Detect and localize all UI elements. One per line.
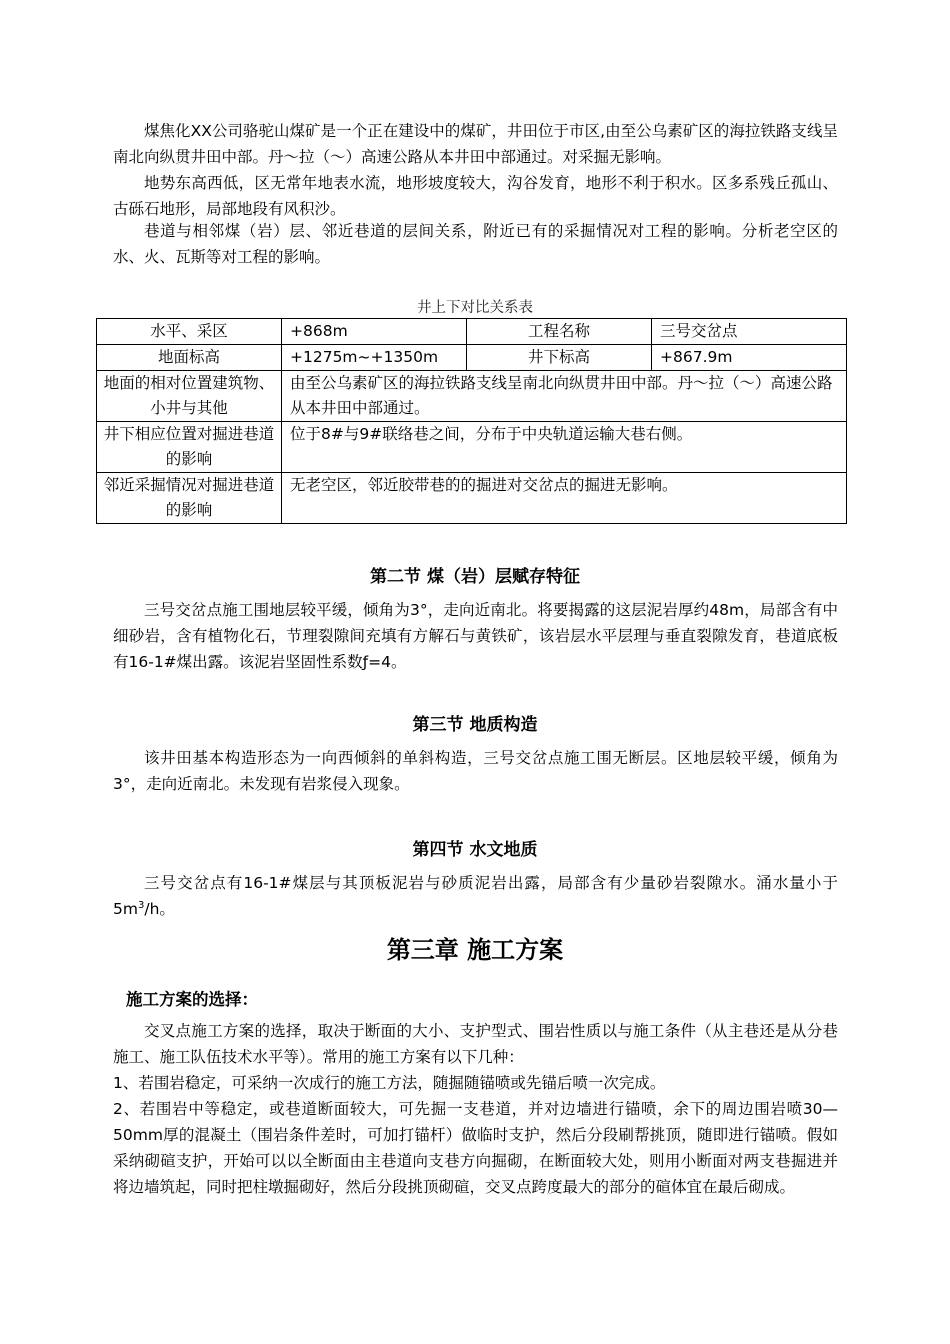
table-cell: 邻近采掘情况对掘进巷道的影响 [97, 473, 282, 524]
table-cell: 无老空区，邻近胶带巷的的掘进对交岔点的掘进无影响。 [282, 473, 847, 524]
table-caption: 井上下对比关系表 [417, 300, 533, 316]
section-2-heading: 第二节 煤（岩）层赋存特征 [370, 567, 580, 587]
table-cell: 井下相应位置对掘进巷道的影响 [97, 422, 282, 473]
table-row [97, 319, 847, 345]
section-3-paragraph: 该井田基本构造形态为一向西倾斜的单斜构造，三号交岔点施工围无断层。区地层较平缓，倾角为3°，走向近南北。未发现有岩浆侵入现象。 [113, 749, 838, 793]
table-cell: 工程名称 [467, 319, 652, 345]
table-row [97, 345, 847, 371]
table-cell: 地面标高 [97, 345, 282, 371]
section-4-text: 三号交岔点有16-1#煤层与其顶板泥岩与砂质泥岩出露，局部含有少量砂岩裂隙水。涌水量小于5m [113, 874, 838, 918]
intro-paragraph-2: 地势东高西低，区无常年地表水流，地形坡度较大，沟谷发育，地形不利于积水。区多系残丘孤山、古砾石地形，局部地段有风积沙。 [113, 174, 838, 218]
table-cell: +1275m~+1350m [282, 345, 467, 371]
section-4-text-end: /h。 [144, 900, 175, 918]
comparison-table [96, 318, 847, 524]
section-3-heading: 第三节 地质构造 [412, 715, 538, 735]
chapter-3-subheading: 施工方案的选择： [126, 990, 258, 1009]
table-row [97, 422, 847, 473]
superscript: 3 [137, 899, 145, 911]
section-4-heading: 第四节 水文地质 [412, 840, 538, 860]
table-cell: 由至公乌素矿区的海拉铁路支线呈南北向纵贯井田中部。丹～拉（～）高速公路从本井田中部通过。 [282, 371, 847, 422]
intro-paragraph-1: 煤焦化XX公司骆驼山煤矿是一个正在建设中的煤矿，井田位于市区,由至公乌素矿区的海拉铁路支线呈南北向纵贯井田中部。丹～拉（～）高速公路从本井田中部通过。对采掘无影响。 [113, 122, 838, 166]
section-2-paragraph: 三号交岔点施工围地层较平缓，倾角为3°，走向近南北。将要揭露的这层泥岩厚约48m，局部含有中细砂岩，含有植物化石，节理裂隙间充填有方解石与黄铁矿，该岩层水平层理与垂直裂隙发育，巷道底板有16-1#煤出露。该泥岩坚固性系数ƒ=4。 [113, 601, 838, 671]
table-cell: 位于8#与9#联络巷之间，分布于中央轨道运输大巷右侧。 [282, 422, 847, 473]
table-row [97, 473, 847, 524]
table-cell: +868m [282, 319, 467, 345]
chapter-3-item-2: 2、若围岩中等稳定，或巷道断面较大，可先掘一支巷道，并对边墙进行锚喷，余下的周边围岩喷30—50mm厚的混凝土（围岩条件差时，可加打锚杆）做临时支护，然后分段刷帮挑顶，随即进行锚喷。假如采纳砌碹支护，开始可以以全断面由主巷道向支巷方向掘砌，在断面较大处，则用小断面对两支巷掘进并将边墙筑起，同时把柱墩掘砌好，然后分段挑顶砌碹，交叉点跨度最大的部分的碹体宜在最后砌成。 [113, 1100, 838, 1196]
intro-paragraph-3: 巷道与相邻煤（岩）层、邻近巷道的层间关系，附近已有的采掘情况对工程的影响。分析老空区的水、火、瓦斯等对工程的影响。 [113, 222, 838, 266]
chapter-3-heading: 第三章 施工方案 [386, 936, 564, 964]
chapter-3-item-1: 1、若围岩稳定，可采纳一次成行的施工方法，随掘随锚喷或先锚后喷一次完成。 [113, 1074, 666, 1092]
table-row [97, 371, 847, 422]
table-cell: 水平、采区 [97, 319, 282, 345]
section-4-paragraph [113, 870, 838, 922]
table-cell: +867.9m [652, 345, 847, 371]
table-cell: 地面的相对位置建筑物、小井与其他 [97, 371, 282, 422]
table-cell: 井下标高 [467, 345, 652, 371]
chapter-3-paragraph-1: 交叉点施工方案的选择，取决于断面的大小、支护型式、围岩性质以与施工条件（从主巷还是从分巷施工、施工队伍技术水平等）。常用的施工方案有以下几种： [113, 1022, 838, 1066]
table-cell: 三号交岔点 [652, 319, 847, 345]
